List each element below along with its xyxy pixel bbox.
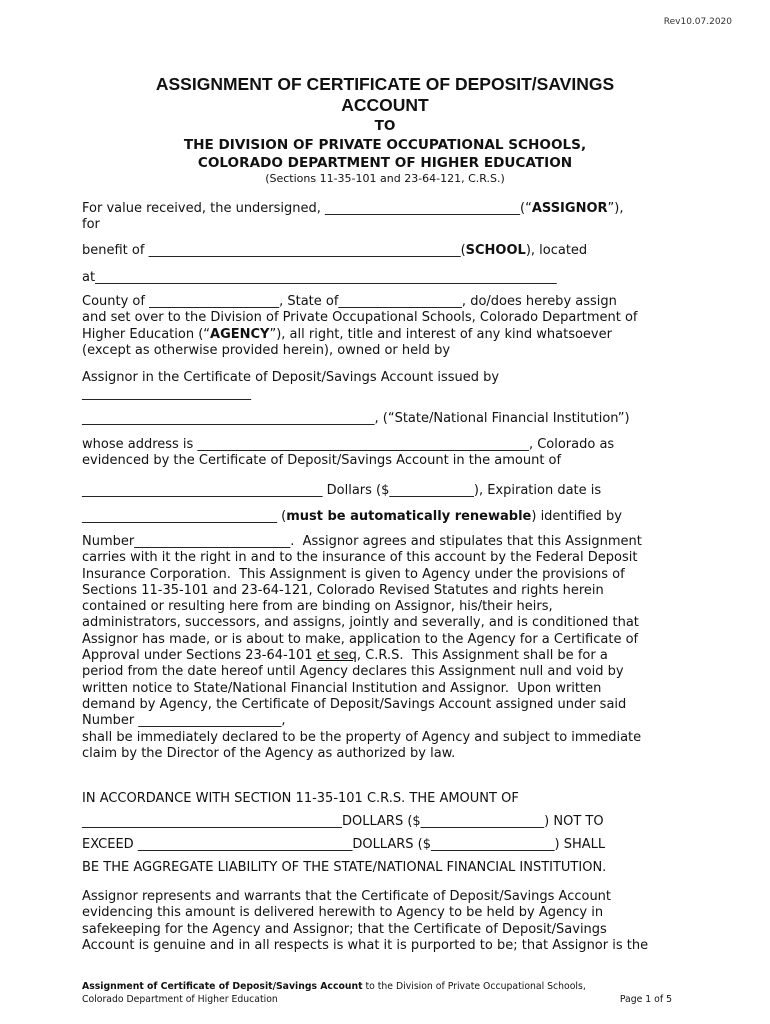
text: EXCEED _________________________________DOLLARS ($___________________) SHALL bbox=[82, 837, 606, 852]
paragraph-assignor-issued bbox=[82, 370, 692, 403]
text: whose address is ___________________________________________________, Colorado as bbox=[82, 437, 615, 452]
text: _____________________________________________, (“State/National Financial Institution”) bbox=[82, 411, 630, 426]
paragraph-institution bbox=[82, 411, 692, 427]
text: ), located bbox=[525, 243, 588, 258]
paragraph-renewable bbox=[82, 509, 692, 525]
text: __________________________ bbox=[82, 386, 251, 402]
text: shall be immediately declared to be the property of Agency and subject to immediate bbox=[82, 729, 642, 745]
paragraph-dollars bbox=[82, 483, 692, 499]
footer-department: Colorado Department of Higher Education bbox=[82, 994, 278, 1005]
text: Assignor in the Certificate of Deposit/Savings Account issued by bbox=[82, 370, 500, 385]
text: safekeeping for the Agency and Assignor; that the Certificate of Deposit/Savings bbox=[82, 921, 607, 937]
page-number: Page 1 of 5 bbox=[619, 994, 672, 1005]
text: administrators, successors, and assigns, jointly and severally, and is conditioned that bbox=[82, 615, 639, 631]
text: ”), all right, title and interest of any kind whatsoever bbox=[269, 326, 612, 342]
page-footer bbox=[82, 980, 672, 1006]
title-line-2: ACCOUNT bbox=[341, 95, 429, 115]
text: Number ______________________, bbox=[82, 713, 286, 729]
text: ________________________________________DOLLARS ($___________________) NOT TO bbox=[82, 814, 604, 829]
text: Approval under Sections 23-64-101 bbox=[82, 648, 317, 664]
text: for bbox=[82, 217, 100, 233]
title-department: COLORADO DEPARTMENT OF HIGHER EDUCATION bbox=[197, 155, 573, 171]
paragraph-address bbox=[82, 437, 692, 470]
renewable-note: must be automatically renewable bbox=[286, 509, 532, 524]
text: and set over to the Division of Private Occupational Schools, Colorado Department of bbox=[82, 310, 638, 326]
text: contained or resulting here from are binding on Assignor, his/their heirs, bbox=[82, 599, 553, 615]
statute-reference: (Sections 11-35-101 and 23-64-121, C.R.S.) bbox=[265, 172, 505, 185]
paragraph-liability bbox=[82, 787, 692, 879]
text: written notice to State/National Financial Institution and Assignor. Upon written bbox=[82, 680, 602, 696]
paragraph-number-terms bbox=[82, 534, 692, 762]
text: claim by the Director of the Agency as authorized by law. bbox=[82, 745, 456, 761]
text: Higher Education (“ bbox=[82, 326, 211, 342]
text: Sections 11-35-101 and 23-64-121, Colorado Revised Statutes and rights herein bbox=[82, 582, 604, 598]
assignor-term: ASSIGNOR bbox=[531, 201, 608, 216]
title-division: THE DIVISION OF PRIVATE OCCUPATIONAL SCHOOLS, bbox=[183, 136, 587, 153]
title-to: TO bbox=[374, 118, 396, 134]
text: Account is genuine and in all respects is what it is purported to be; that Assignor is the bbox=[82, 937, 649, 953]
text: County of ____________________, State of___________________, do/does hereby assign bbox=[82, 294, 617, 309]
text: IN ACCORDANCE WITH SECTION 11-35-101 C.R.S. THE AMOUNT OF bbox=[82, 791, 519, 806]
paragraph-county bbox=[82, 294, 692, 359]
text: For value received, the undersigned, ______________________________(“ bbox=[82, 201, 532, 216]
text: demand by Agency, the Certificate of Deposit/Savings Account assigned under said bbox=[82, 696, 627, 712]
paragraph-for-value bbox=[82, 201, 692, 234]
document-title bbox=[0, 74, 770, 116]
text: evidenced by the Certificate of Deposit/Savings Account in the amount of bbox=[82, 453, 562, 469]
text: at_______________________________________________________________________ bbox=[82, 270, 557, 285]
document-subtitle bbox=[0, 117, 770, 173]
text: evidencing this amount is delivered herewith to Agency to be held by Agency in bbox=[82, 905, 604, 921]
text: Number________________________. Assignor agrees and stipulates that this Assignment bbox=[82, 534, 642, 549]
text: Assignor has made, or is about to make, application to the Agency for a Certificate of bbox=[82, 631, 639, 647]
footer-text: to the Division of Private Occupational Schools, bbox=[362, 981, 586, 992]
et-seq-term: et seq bbox=[316, 648, 357, 664]
text: _____________________________________ Dollars ($_____________), Expiration date is bbox=[82, 483, 602, 498]
text: ) identified by bbox=[531, 509, 622, 524]
revision-label: Rev10.07.2020 bbox=[663, 17, 732, 27]
text: Assignor represents and warrants that the Certificate of Deposit/Savings Account bbox=[82, 889, 612, 904]
title-line-1: ASSIGNMENT OF CERTIFICATE OF DEPOSIT/SAVINGS bbox=[155, 74, 615, 94]
text: carries with it the right in and to the insurance of this account by the Federal Deposit bbox=[82, 550, 638, 566]
paragraph-warranties bbox=[82, 889, 692, 954]
text: ”), bbox=[607, 201, 624, 216]
text: ______________________________ ( bbox=[82, 509, 287, 524]
text: BE THE AGGREGATE LIABILITY OF THE STATE/NATIONAL FINANCIAL INSTITUTION. bbox=[82, 860, 607, 875]
paragraph-located-at bbox=[82, 270, 692, 286]
text: benefit of ________________________________________________( bbox=[82, 243, 466, 258]
text: , C.R.S. This Assignment shall be for a bbox=[356, 648, 608, 664]
footer-title: Assignment of Certificate of Deposit/Savings Account bbox=[82, 981, 363, 992]
text: (except as otherwise provided herein), owned or held by bbox=[82, 342, 451, 358]
school-term: SCHOOL bbox=[465, 243, 526, 258]
text: period from the date hereof until Agency declares this Assignment null and void by bbox=[82, 664, 624, 680]
paragraph-benefit-of bbox=[82, 243, 692, 259]
agency-term: AGENCY bbox=[210, 326, 270, 342]
text: Insurance Corporation. This Assignment is given to Agency under the provisions of bbox=[82, 566, 625, 582]
